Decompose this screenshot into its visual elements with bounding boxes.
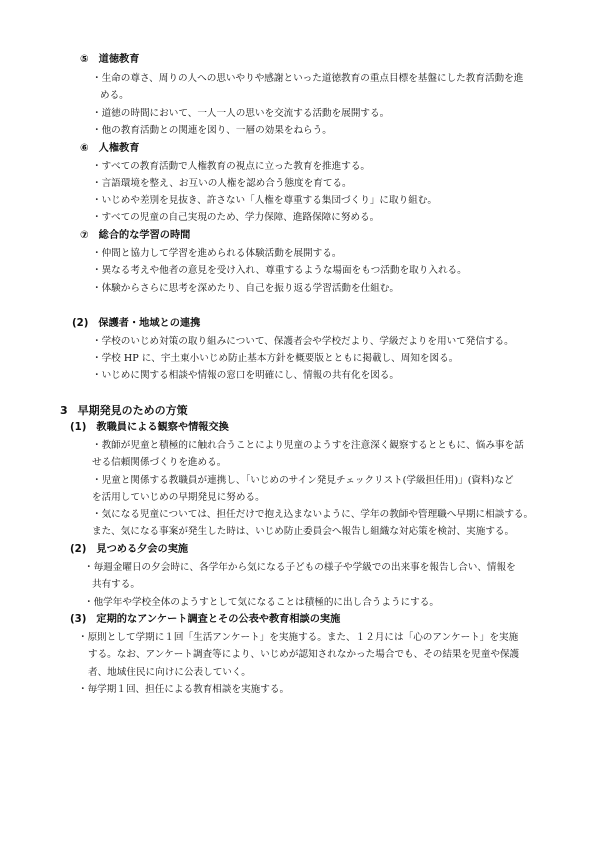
- subheading-survey-and-counseling: [70, 614, 340, 626]
- text-line: ・すべての教育活動で人権教育の視点に立った教育を推進する。: [92, 161, 371, 172]
- heading-number: (2): [72, 318, 89, 329]
- subheading-evening-meeting: [70, 544, 188, 556]
- heading-early-detection: [60, 405, 188, 417]
- text-line: ・児童と関係する教職員が連携し、「いじめのサイン発見チェックリスト(学級担任用)」(資料)など: [92, 475, 514, 486]
- heading-title: 見つめる夕会の実施: [96, 544, 189, 555]
- heading-title: 人権教育: [98, 143, 140, 154]
- heading-title: 保護者・地域との連携: [98, 318, 201, 329]
- text-line: ・生命の尊さ、周りの人への思いやりや感謝といった道徳教育の重点目標を基盤にした教育活動を進: [92, 73, 524, 84]
- heading-title: 総合的な学習の時間: [98, 230, 191, 241]
- heading-title: 道徳教育: [98, 54, 140, 65]
- text-line: せる信頼関係づくりを進める。: [92, 457, 227, 468]
- text-line: める。: [100, 90, 129, 101]
- text-line: ・学校のいじめ対策の取り組みについて、保護者会や学校だより、学級だよりを用いて発信する。: [92, 336, 514, 347]
- text-line: 共有する。: [92, 579, 140, 590]
- heading-number: (1): [70, 422, 87, 433]
- text-line: ・気になる児童については、担任だけで抱え込まないように、学年の教師や管理職へ早期に相談する。: [92, 509, 534, 520]
- text-line: ・すべての児童の自己実現のため、学力保障、進路保障に努める。: [92, 212, 380, 223]
- heading-title: 教職員による観察や情報交換: [96, 422, 229, 433]
- heading-moral-education: [80, 54, 139, 66]
- heading-human-rights-education: [80, 143, 139, 155]
- heading-integrated-study: [80, 230, 190, 242]
- heading-title: 定期的なアンケート調査とその公表や教育相談の実施: [96, 614, 341, 625]
- text-line: する。なお、アンケート調査等により、いじめが認知されなかった場合でも、その結果を児童や保護: [88, 649, 520, 660]
- heading-number: ⑤: [80, 54, 89, 65]
- text-line: ・異なる考えや他者の意見を受け入れ、尊重するような場面をもつ活動を取り入れる。: [92, 265, 467, 276]
- heading-number: 3: [60, 404, 68, 417]
- text-line: ・毎学期１回、担任による教育相談を実施する。: [78, 684, 290, 695]
- text-line: ・教師が児童と積極的に触れ合うことにより児童のようすを注意深く観察するとともに、悩み事を話: [92, 440, 524, 451]
- text-line: ・学校 HP に、宇土東小いじめ防止基本方針を概要版とともに掲載し、周知を図る。: [92, 353, 459, 364]
- text-line: ・言語環境を整え、お互いの人権を認め合う態度を育てる。: [92, 178, 352, 189]
- text-line: また、気になる事案が発生した時は、いじめ防止委員会へ報告し組織な対応策を検討、実施する。: [92, 526, 515, 537]
- heading-number: (2): [70, 544, 87, 555]
- heading-number: ⑥: [80, 143, 89, 154]
- text-line: ・いじめや差別を見抜き、許さない「人権を尊重する集団づくり」に取り組む。: [92, 195, 437, 206]
- text-line: ・仲間と協力して学習を進められる体験活動を展開する。: [92, 248, 342, 259]
- heading-guardian-community-cooperation: [72, 318, 200, 330]
- text-line: ・原則として学期に１回「生活アンケート」を実施する。また、１２月には「心のアンケート」を実施: [78, 632, 519, 643]
- text-line: 者、地域住民に向けに公表していく。: [88, 667, 251, 678]
- text-line: ・他学年や学校全体のようすとして気になることは積極的に出し合うようにする。: [84, 597, 439, 608]
- subheading-staff-observation: [70, 422, 229, 434]
- heading-title: 早期発見のための方策: [77, 404, 188, 417]
- text-line: ・毎週金曜日の夕会時に、各学年から気になる子どもの様子や学級での出来事を報告し合い、情報を: [84, 562, 516, 573]
- text-line: ・いじめに関する相談や情報の窓口を明確にし、情報の共有化を図る。: [92, 370, 399, 381]
- text-line: ・道徳の時間において、一人一人の思いを交流する活動を展開する。: [92, 108, 390, 119]
- text-line: ・体験からさらに思考を深めたり、自己を振り返る学習活動を仕組む。: [92, 283, 399, 294]
- text-line: ・他の教育活動との関連を図り、一層の効果をねらう。: [92, 125, 332, 136]
- heading-number: ⑦: [80, 230, 89, 241]
- heading-number: (3): [70, 614, 87, 625]
- text-line: を活用していじめの早期発見に努める。: [92, 492, 265, 503]
